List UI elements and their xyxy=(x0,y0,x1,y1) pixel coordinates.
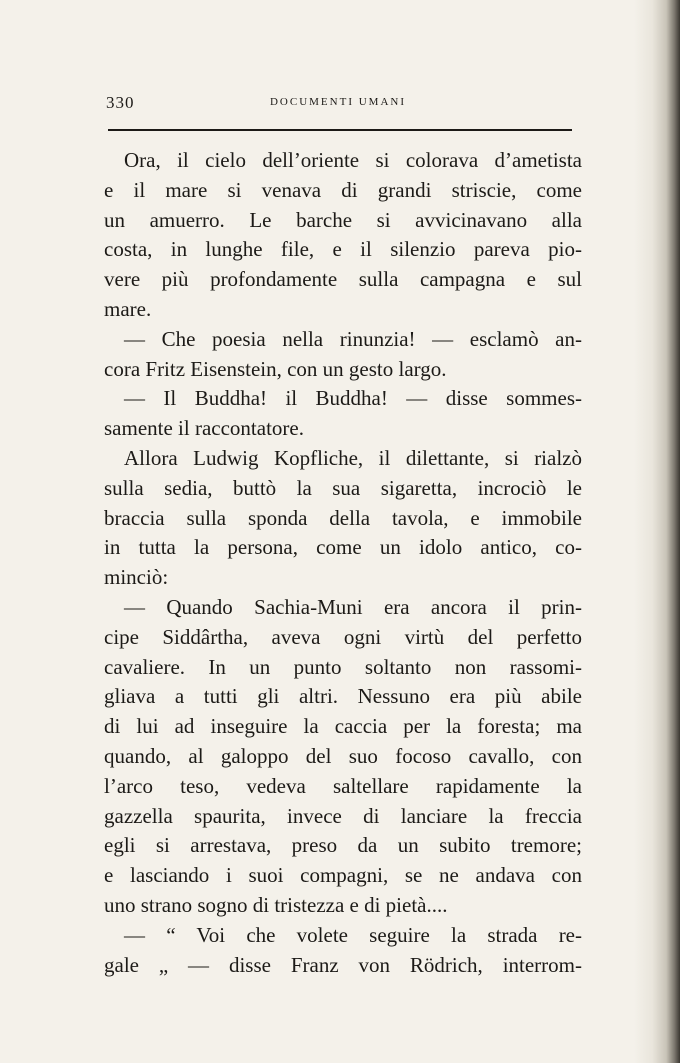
text-line: — Il Buddha! il Buddha! — disse sommes- xyxy=(124,386,582,411)
text-line: l’arco teso, vedeva saltellare rapidamente la xyxy=(104,773,582,798)
text-line: e lasciando i suoi compagni, se ne andava con xyxy=(104,863,582,888)
text-line: Allora Ludwig Kopfliche, il dilettante, si rialzò xyxy=(124,445,582,470)
text-line: cora Fritz Eisenstein, con un gesto largo. xyxy=(104,356,447,381)
header-rule xyxy=(108,129,572,131)
text-line: e il mare si venava di grandi striscie, come xyxy=(104,177,582,202)
text-line: quando, al galoppo del suo focoso cavallo, con xyxy=(104,743,582,768)
text-line: di lui ad inseguire la caccia per la foresta; ma xyxy=(104,714,582,739)
text-line: mare. xyxy=(104,296,152,321)
text-line: sulla sedia, buttò la sua sigaretta, incrociò le xyxy=(104,475,582,500)
text-line: samente il raccontatore. xyxy=(104,416,304,441)
page-header xyxy=(106,93,570,113)
text-line: — “ Voi che volete seguire la strada re- xyxy=(124,922,582,947)
text-line: Ora, il cielo dell’oriente si colorava d’ametista xyxy=(124,148,582,172)
text-line: vere più profondamente sulla campagna e sul xyxy=(104,267,582,292)
text-line: un amuerro. Le barche si avvicinavano alla xyxy=(104,207,582,232)
text-line: braccia sulla sponda della tavola, e immobile xyxy=(104,505,582,530)
text-line: — Che poesia nella rinunzia! — esclamò an- xyxy=(124,326,582,351)
text-line: gliava a tutti gli altri. Nessuno era più abile xyxy=(104,684,582,709)
text-line: egli si arrestava, preso da un subito tremore; xyxy=(104,833,582,858)
text-line: cipe Siddârtha, aveva ogni virtù del perfetto xyxy=(104,624,582,649)
text-line: uno strano sogno di tristezza e di pietà.... xyxy=(104,892,448,917)
text-line: cavaliere. In un punto soltanto non rassomi- xyxy=(104,654,582,679)
text-line: costa, in lunghe file, e il silenzio pareva pio- xyxy=(104,237,582,262)
body-text xyxy=(104,146,582,980)
book-spine-shadow xyxy=(634,0,680,1063)
page-number: 330 xyxy=(106,93,135,112)
text-line: — Quando Sachia-Muni era ancora il prin- xyxy=(124,594,582,619)
running-title: DOCUMENTI UMANI xyxy=(269,96,407,108)
text-line: minciò: xyxy=(104,565,169,590)
text-line: gale „ — disse Franz von Rödrich, interrom- xyxy=(104,952,582,977)
text-line: gazzella spaurita, invece di lanciare la freccia xyxy=(104,803,582,828)
text-line: in tutta la persona, come un idolo antico, co- xyxy=(104,535,582,560)
